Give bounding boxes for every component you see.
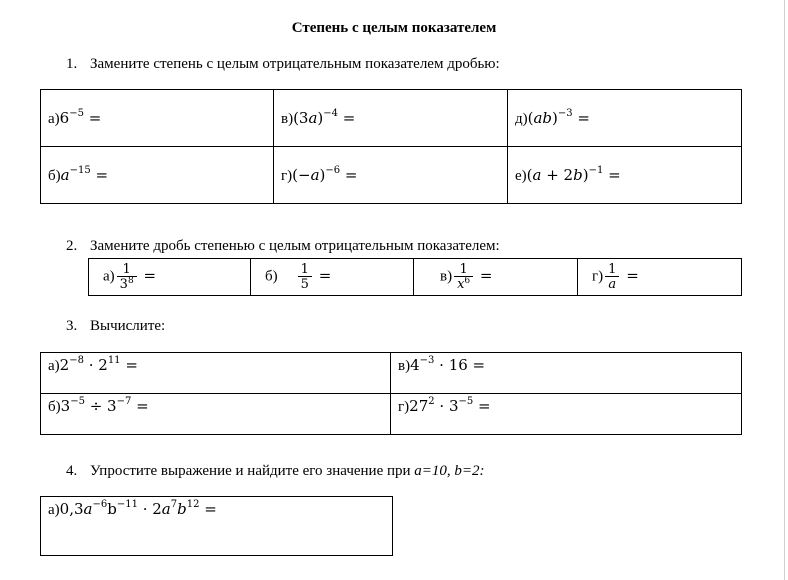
- task-3-cell-g[interactable]: $г)27^2 \cdot 3^{-5}$ =: [391, 394, 742, 435]
- task-4-params: a=10, b=2:: [414, 463, 485, 479]
- task-1-cell-b[interactable]: б)𝑎$^{-15}$ =: [41, 147, 274, 204]
- task-4-number: 4.: [66, 463, 78, 479]
- table-row: [89, 259, 742, 296]
- task-1-cell-g[interactable]: г)(−𝑎)$^{-6}$ =: [274, 147, 508, 204]
- task-2-cell-b[interactable]: б) $\frac{1}{5}$ =: [251, 259, 414, 296]
- task-1-heading: [66, 56, 500, 73]
- task-1-cell-a[interactable]: $а)6^{-5}$ =: [41, 90, 274, 147]
- task-2-number: 2.: [66, 238, 78, 254]
- task-4-cell-a[interactable]: $а)0,3𝑎^{-6}b^{-11}$ · 2𝑎$^7$𝑏$^{12}$ =: [41, 497, 393, 556]
- task-3-heading: [66, 318, 165, 335]
- task-4-heading: [66, 463, 485, 480]
- task-4-table: [40, 496, 393, 556]
- task-1-text: Замените степень с целым отрицательным показателем дробью:: [90, 56, 500, 72]
- task-1-cell-d[interactable]: д)(𝑎𝑏)$^{-3}$ =: [508, 90, 742, 147]
- task-3-cell-b[interactable]: $б)3^{-5} \div 3^{-7}$ =: [41, 394, 391, 435]
- task-2-table: [88, 258, 742, 296]
- table-row: [41, 90, 742, 147]
- task-2-text: Замените дробь степенью с целым отрицательным показателем:: [90, 238, 500, 254]
- task-1-cell-e[interactable]: е)(𝑎 + 2𝑏)$^{-1}$ =: [508, 147, 742, 204]
- table-row: [41, 147, 742, 204]
- task-1-table: [40, 89, 742, 204]
- task-2-heading: [66, 238, 500, 255]
- task-2-cell-g[interactable]: г) $\frac{1}{\text{𝑎}}$ =: [578, 259, 742, 296]
- task-3-text: Вычислите:: [90, 318, 166, 334]
- task-2-cell-v[interactable]: в) $\frac{1}{𝑥^6}$ =: [414, 259, 578, 296]
- task-1-cell-v[interactable]: в)(3𝑎)$^{-4}$ =: [274, 90, 508, 147]
- task-3-number: 3.: [66, 318, 78, 334]
- task-1-number: 1.: [66, 56, 78, 72]
- table-row: [41, 497, 393, 556]
- task-3-cell-v[interactable]: $в)4^{-3} \cdot 16$ =: [391, 353, 742, 394]
- task-3-cell-a[interactable]: $а)2^{-8} \cdot 2^{11}$ =: [41, 353, 391, 394]
- table-row: [41, 353, 742, 394]
- page-edge-line: [784, 0, 785, 580]
- task-2-cell-a[interactable]: а) $\frac{1}{3^8}$ =: [89, 259, 251, 296]
- task-4-text: Упростите выражение и найдите его значение при: [90, 463, 415, 479]
- table-row: [41, 394, 742, 435]
- task-3-table: [40, 352, 742, 435]
- page-title: Степень с целым показателем: [291, 20, 497, 36]
